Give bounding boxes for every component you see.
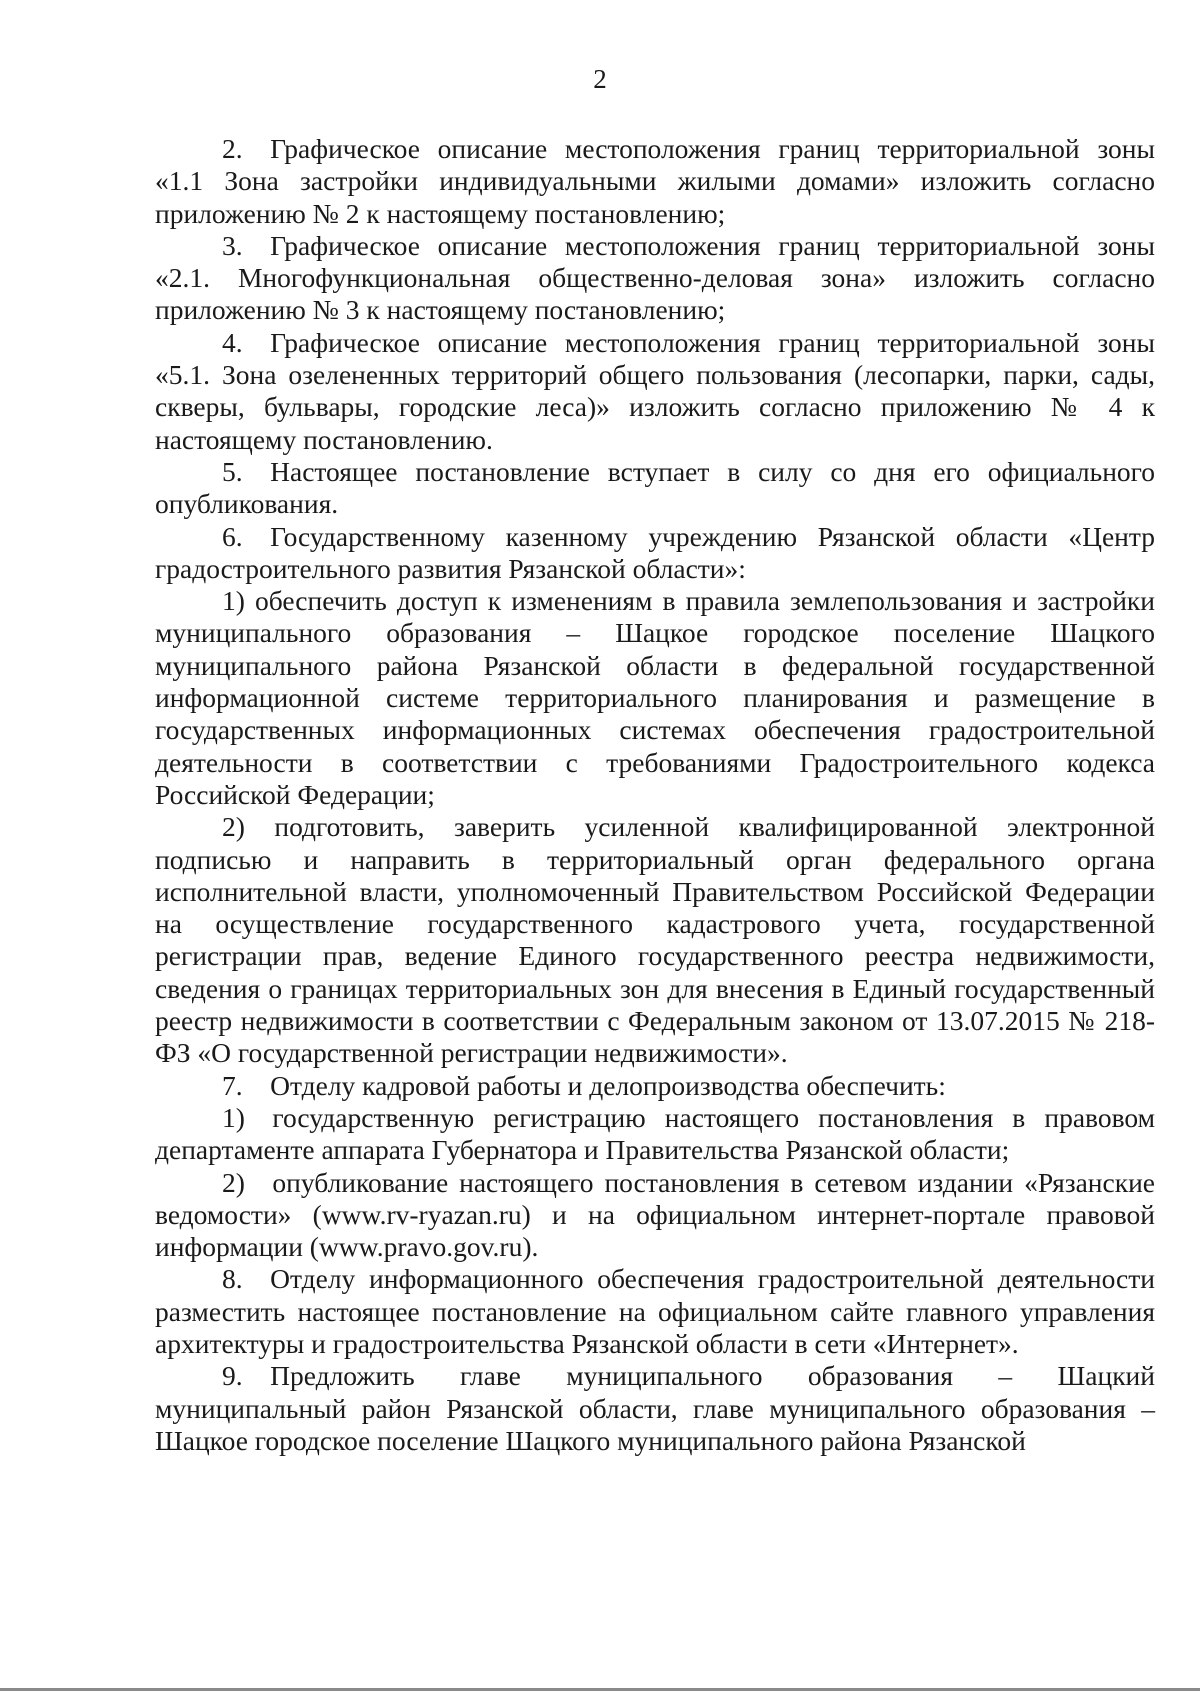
paragraph-4: 4. Графическое описание местоположения границ территориальной зоны «5.1. Зона озелененных территорий общего пользования (лесопарки, парки, сады, скверы, бульвары, городские леса)» изложить согласно приложению № 4 к настоящему постановлению.	[155, 326, 1155, 455]
document-body	[155, 133, 1155, 1457]
paragraph-5: 5. Настоящее постановление вступает в силу со дня его официального опубликования.	[155, 455, 1155, 520]
page-number: 2	[593, 64, 607, 94]
paragraph-7-item-2: 2) опубликование настоящего постановления в сетевом издании «Рязанские ведомости» (www.rv-ryazan.ru) и на официальном интернет-портале правовой информации (www.pravo.gov.ru).	[155, 1166, 1155, 1263]
page-bottom-rule	[0, 1688, 1200, 1691]
paragraph-6-item-1: 1) обеспечить доступ к изменениям в правила землепользования и застройки муниципального образования – Шацкое городское поселение Шацкого муниципального района Рязанской области в федеральной государственной информационной системе территориального планирования и размещение в государственных информационных системах обеспечения градостроительной деятельности в соответствии с требованиями Градостроительного кодекса Российской Федерации;	[155, 585, 1155, 810]
paragraph-9: 9. Предложить главе муниципального образования – Шацкий муниципальный район Рязанской области, главе муниципального образования – Шацкое городское поселение Шацкого муниципального района Рязанской	[155, 1360, 1155, 1456]
paragraph-6-item-2: 2) подготовить, заверить усиленной квалифицированной электронной подписью и направить в территориальный орган федерального органа исполнительной власти, уполномоченный Правительством Российской Федерации на осуществление государственного кадастрового учета, государственной регистрации прав, ведение Единого государственного реестра недвижимости, сведения о границах территориальных зон для внесения в Единый государственный реестр недвижимости в соответствии с Федеральным законом от 13.07.2015 № 218-ФЗ «О государственной регистрации недвижимости».	[155, 811, 1155, 1069]
paragraph-8: 8. Отделу информационного обеспечения градостроительной деятельности разместить настоящее постановление на официальном сайте главного управления архитектуры и градостроительства Рязанской области в сети «Интернет».	[155, 1263, 1155, 1359]
paragraph-6: 6. Государственному казенному учреждению Рязанской области «Центр градостроительного развития Рязанской области»:	[155, 520, 1155, 584]
paragraph-2: 2. Графическое описание местоположения границ территориальной зоны «1.1 Зона застройки индивидуальными жилыми домами» изложить согласно приложению № 2 к настоящему постановлению;	[155, 133, 1155, 229]
paragraph-7-item-1: 1) государственную регистрацию настоящего постановления в правовом департаменте аппарата Губернатора и Правительства Рязанской области;	[155, 1101, 1155, 1166]
paragraph-7: 7. Отделу кадровой работы и делопроизводства обеспечить:	[222, 1069, 946, 1101]
paragraph-3: 3. Графическое описание местоположения границ территориальной зоны «2.1. Многофункциональная общественно-деловая зона» изложить согласно приложению № 3 к настоящему постановлению;	[155, 229, 1155, 326]
